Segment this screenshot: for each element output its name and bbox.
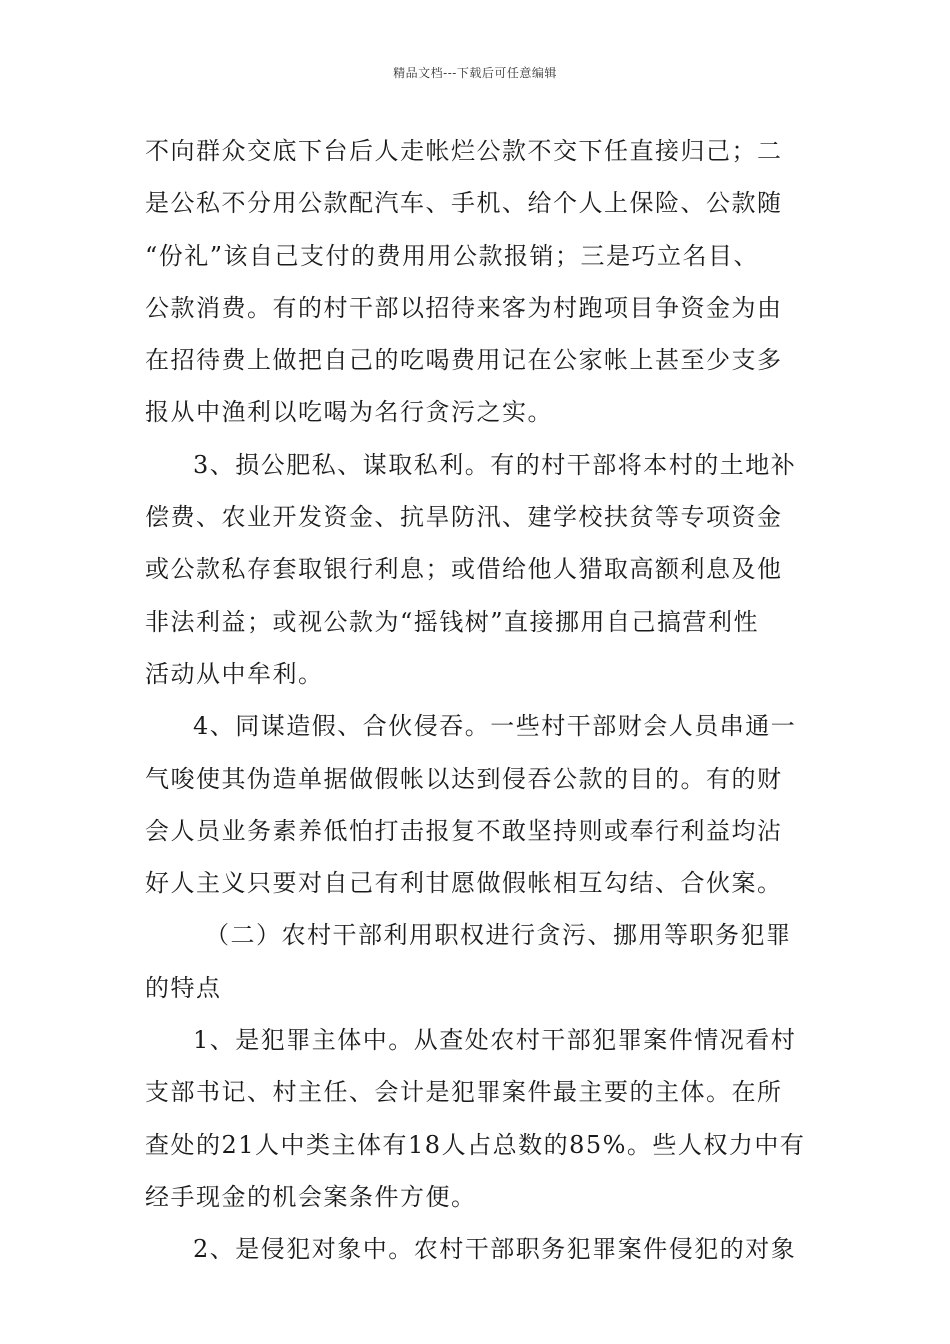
text-line: 气唆使其伪造单据做假帐以达到侵吞公款的目的。有的财 — [145, 764, 783, 793]
text-line: 好人主义只要对自己有利甘愿做假帐相互勾结、合伙案。 — [145, 869, 783, 898]
paragraph-start-line: 2、是侵犯对象中。农村干部职务犯罪案件侵犯的对象 — [193, 1235, 797, 1264]
text-line: 或公款私存套取银行利息；或借给他人猎取高额利息及他 — [145, 555, 783, 584]
section-heading-line: （二）农村干部利用职权进行贪污、挪用等职务犯罪 — [205, 921, 792, 950]
paragraph-start-line: 1、是犯罪主体中。从查处农村干部犯罪案件情况看村 — [193, 1026, 797, 1055]
text-line: 公款消费。有的村干部以招待来客为村跑项目争资金为由 — [145, 293, 783, 322]
text-line: “份礼”该自己支付的费用用公款报销；三是巧立名目、 — [145, 241, 760, 270]
paragraph-start-line: 3、损公肥私、谋取私利。有的村干部将本村的土地补 — [193, 450, 797, 479]
text-line: 偿费、农业开发资金、抗旱防汛、建学校扶贫等专项资金 — [145, 503, 783, 532]
section-heading-line: 的特点 — [145, 973, 222, 1002]
text-line: 在招待费上做把自己的吃喝费用记在公家帐上甚至少支多 — [145, 346, 783, 375]
document-body — [145, 125, 815, 1276]
text-line: 支部书记、村主任、会计是犯罪案件最主要的主体。在所 — [145, 1078, 783, 1107]
text-line: 经手现金的机会案条件方便。 — [145, 1182, 477, 1211]
text-line: 会人员业务素养低怕打击报复不敢坚持则或奉行利益均沾 — [145, 816, 783, 845]
text-line: 是公私不分用公款配汽车、手机、给个人上保险、公款随 — [145, 189, 783, 218]
text-line: 查处的21人中类主体有18人占总数的85%。些人权力中有 — [145, 1130, 806, 1159]
paragraph-start-line: 4、同谋造假、合伙侵吞。一些村干部财会人员串通一 — [193, 712, 797, 741]
text-line: 活动从中牟利。 — [145, 659, 324, 688]
text-line: 不向群众交底下台后人走帐烂公款不交下任直接归己；二 — [145, 137, 783, 165]
page-header: 精品文档---下载后可任意编辑 — [393, 66, 557, 80]
text-line: 报从中渔利以吃喝为名行贪污之实。 — [145, 398, 553, 427]
text-line: 非法利益；或视公款为“摇钱树”直接挪用自己搞营利性 — [145, 607, 760, 636]
